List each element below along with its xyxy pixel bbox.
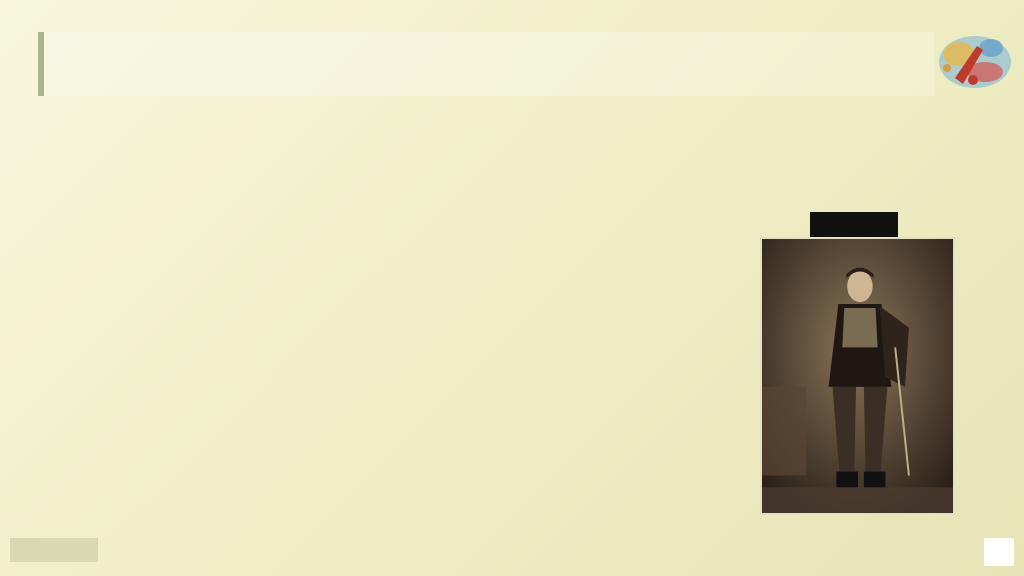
slide-date bbox=[10, 538, 98, 562]
paint-splash-logo-icon bbox=[925, 18, 1017, 102]
title-accent-bar bbox=[38, 32, 44, 96]
portrait-photo bbox=[760, 237, 955, 515]
page-number bbox=[984, 538, 1014, 566]
photo-label bbox=[810, 212, 898, 237]
title-background bbox=[44, 32, 934, 96]
